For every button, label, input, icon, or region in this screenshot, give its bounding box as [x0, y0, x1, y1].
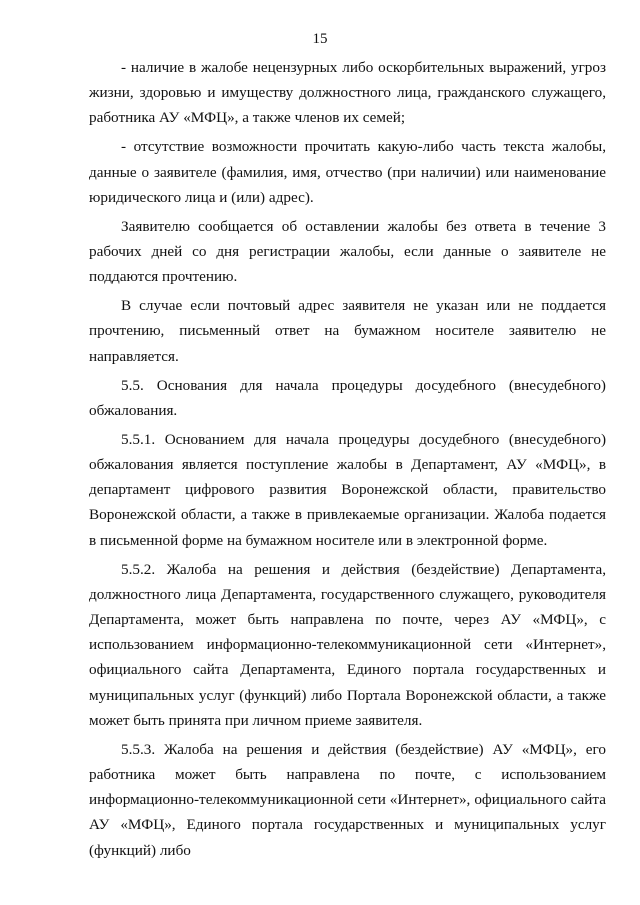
section-5-5-3: 5.5.3. Жалоба на решения и действия (бездействие) АУ «МФЦ», его работника может быть направлена по почте, с использованием информационно-телекоммуникационной сети «Интернет», официального сайта АУ «МФЦ», Единого портала государственных и муниципальных услуг (функций) либо [89, 740, 606, 859]
section-5-5-1: 5.5.1. Основанием для начала процедуры досудебного (внесудебного) обжалования является поступление жалобы в Департамент, АУ «МФЦ», в департамент цифрового развития Воронежской области, правительство Воронежской области, а также в привлекаемые организации. Жалоба подается в письменной форме на бумажном носителе или в электронной форме. [89, 430, 606, 549]
paragraph-unreadable-text: - отсутствие возможности прочитать какую-либо часть текста жалобы, данные о заявителе (фамилия, имя, отчество (при наличии) или наименование юридического лица и (или) адрес). [89, 138, 606, 206]
paragraph-obscene-language: - наличие в жалобе нецензурных либо оскорбительных выражений, угроз жизни, здоровью и имуществу должностного лица, гражданского служащего, работника АУ «МФЦ», а также членов их семей; [89, 59, 606, 127]
section-5-5-heading: 5.5. Основания для начала процедуры досудебного (внесудебного) обжалования. [89, 376, 606, 419]
paragraph-applicant-notified: Заявителю сообщается об оставлении жалобы без ответа в течение 3 рабочих дней со дня регистрации жалобы, если данные о заявителе не поддаются прочтению. [89, 217, 606, 286]
section-5-5-2: 5.5.2. Жалоба на решения и действия (бездействие) Департамента, должностного лица Департамента, государственного служащего, руководителя Департамента, может быть направлена по почте, через АУ «МФЦ», с использованием информационно-телекоммуникационной сети «Интернет», официального сайта Департамента, Единого портала государственных и муниципальных услуг (функций) либо Портала Воронежской области, а также может быть принята при личном приеме заявителя. [89, 560, 606, 729]
paragraph-postal-address: В случае если почтовый адрес заявителя не указан или не поддается прочтению, письменный ответ на бумажном носителе заявителю не направляется. [89, 297, 606, 365]
page-number: 15 [312, 31, 328, 47]
document-body [89, 55, 606, 863]
